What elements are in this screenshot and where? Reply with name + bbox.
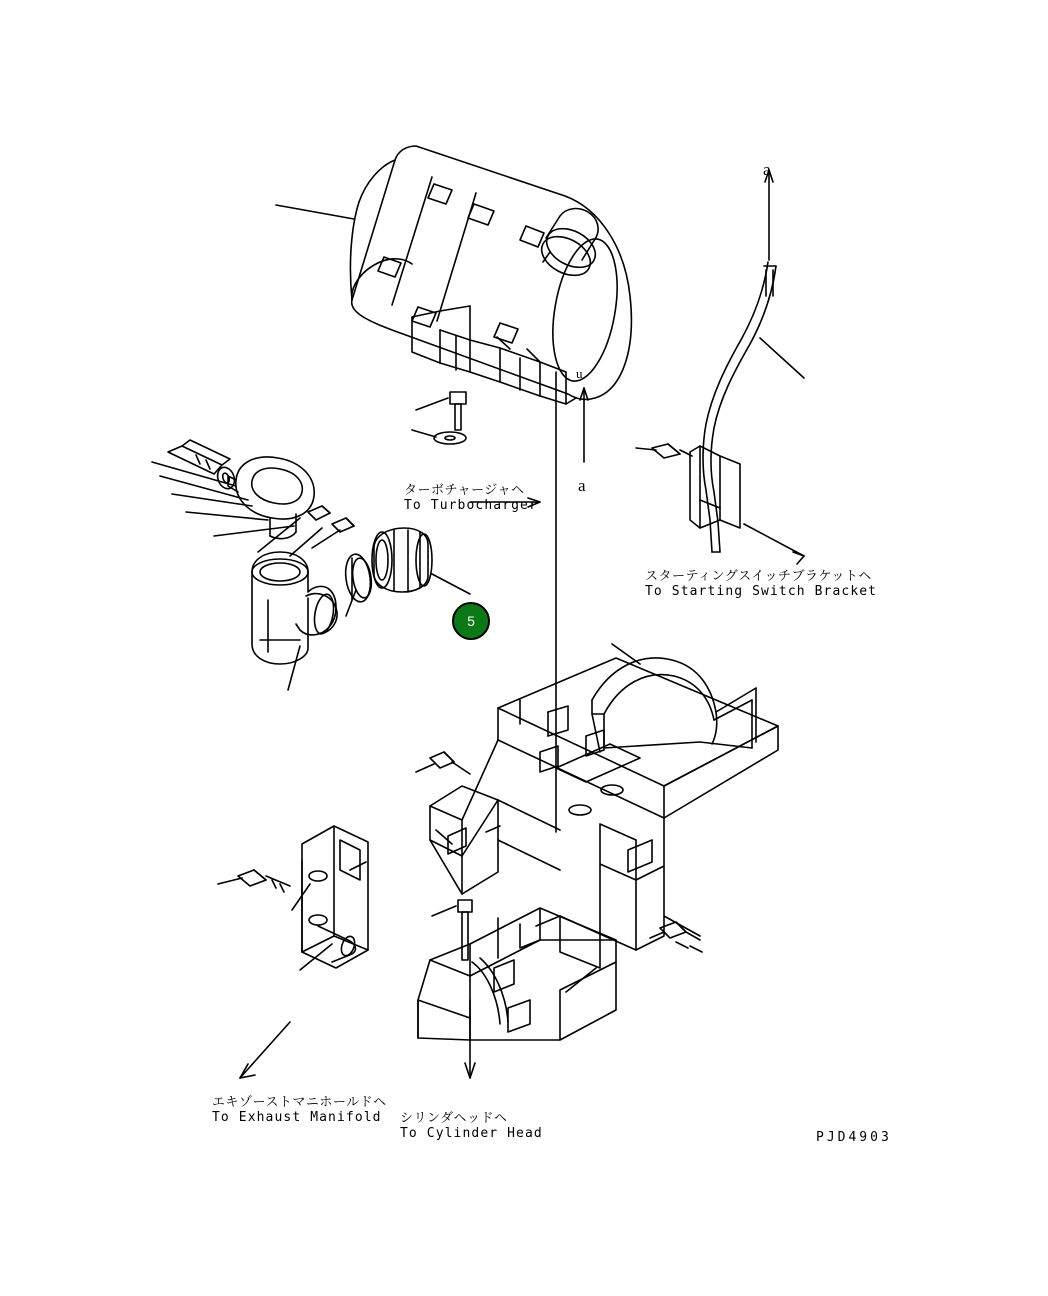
heat-shield-frame <box>430 658 778 968</box>
callout-a-middle: a <box>578 476 586 495</box>
annotation-to-starting-switch-bracket-jp: スターティングスイッチブラケットヘ <box>645 568 872 583</box>
annotation-to-exhaust-manifold <box>212 1094 387 1127</box>
leader-muffler <box>276 205 354 219</box>
center-bolt-washer <box>412 392 466 444</box>
annotation-to-starting-switch-bracket <box>645 568 877 601</box>
clamp-assembly <box>152 440 354 556</box>
muffler-body <box>350 146 631 404</box>
left-bracket-assembly <box>218 826 368 970</box>
annotation-to-turbocharger-jp: ターボチャージャヘ <box>404 482 525 497</box>
annotation-to-turbocharger <box>404 482 538 515</box>
frame-bolt-left <box>416 752 470 774</box>
drawing-code: PJD4903 <box>816 1130 892 1145</box>
callout-a-top: a <box>763 160 771 179</box>
annotation-to-exhaust-manifold-jp: エキゾーストマニホールドヘ <box>212 1094 387 1109</box>
annotation-to-cylinder-head <box>400 1110 543 1143</box>
annotation-to-starting-switch-bracket-en: To Starting Switch Bracket <box>645 584 878 600</box>
elbow-pipe <box>252 552 337 690</box>
connector-pipe <box>372 528 470 594</box>
starting-switch-bracket <box>636 262 804 564</box>
item-marker-5[interactable]: 5 <box>452 602 490 640</box>
annotation-to-cylinder-head-jp: シリンダヘッドヘ <box>400 1110 508 1125</box>
gasket-ring <box>343 553 374 616</box>
annotation-to-turbocharger-en: To Turbocharger <box>404 498 538 514</box>
annotation-to-exhaust-manifold-en: To Exhaust Manifold <box>212 1110 382 1126</box>
callout-u-marker: u <box>576 366 583 381</box>
annotation-to-cylinder-head-en: To Cylinder Head <box>400 1126 543 1142</box>
annotation-leaders <box>240 498 640 1078</box>
